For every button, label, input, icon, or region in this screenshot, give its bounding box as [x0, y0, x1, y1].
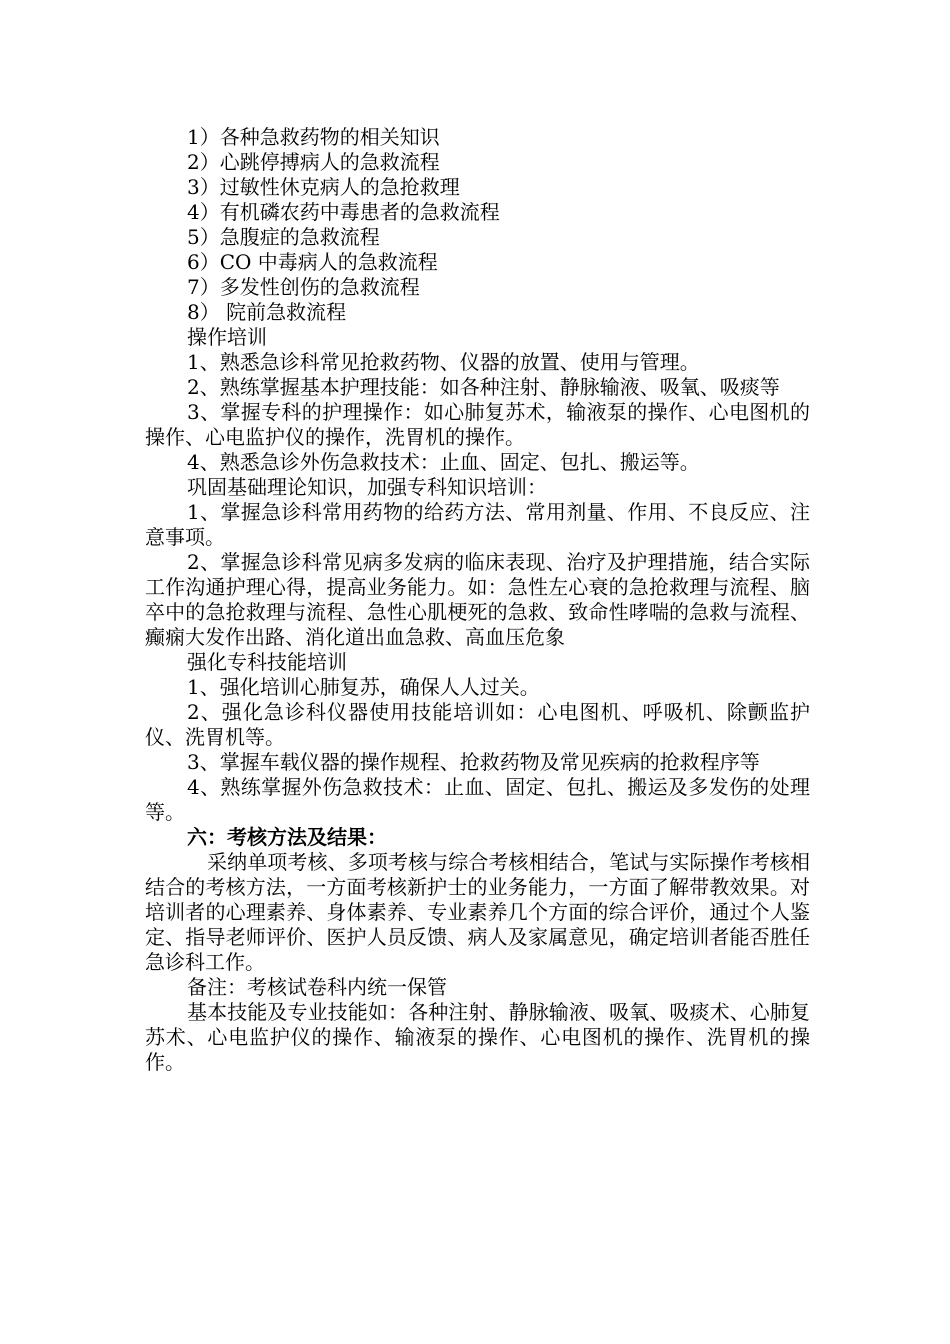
paragraph-18: 1、强化培训心肺复苏，确保人人过关。 — [187, 675, 540, 699]
paragraph-19: 2、强化急诊科仪器使用技能培训如：心电图机、呼吸机、除颤监护仪、洗胃机等。 — [145, 700, 810, 749]
paragraph-10: 1、熟悉急诊科常见抢救药物、仪器的放置、使用与管理。 — [187, 350, 700, 374]
document-body — [145, 125, 810, 1075]
paragraph-4: 4）有机磷农药中毒患者的急救流程 — [187, 200, 500, 224]
section-heading-assessment: 六：考核方法及结果： — [187, 825, 387, 849]
paragraph-assessment-body: 采纳单项考核、多项考核与综合考核相结合，笔试与实际操作考核相结合的考核方法，一方面考核新护士的业务能力，一方面了解带教效果。对培训者的心理素养、身体素养、专业素养几个方面的综合评价，通过个人鉴定、指导老师评价、医护人员反馈、病人及家属意见，确定培训者能否胜任急诊科工作。 — [145, 850, 810, 974]
paragraph-20: 3、掌握车载仪器的操作规程、抢救药物及常见疾病的抢救程序等 — [187, 750, 760, 774]
section-heading-operation-training: 操作培训 — [187, 325, 267, 349]
paragraph-12: 3、掌握专科的护理操作：如心肺复苏术，输液泵的操作、心电图机的操作、心电监护仪的操作，洗胃机的操作。 — [145, 400, 810, 449]
paragraph-2: 2）心跳停搏病人的急救流程 — [187, 150, 440, 174]
paragraph-8: 8） 院前急救流程 — [187, 300, 347, 324]
paragraph-15: 1、掌握急诊科常用药物的给药方法、常用剂量、作用、不良反应、注意事项。 — [145, 500, 810, 549]
paragraph-6: 6）CO 中毒病人的急救流程 — [187, 250, 438, 274]
paragraph-11: 2、熟练掌握基本护理技能：如各种注射、静脉输液、吸氧、吸痰等 — [187, 375, 780, 399]
paragraph-7: 7）多发性创伤的急救流程 — [187, 275, 420, 299]
paragraph-13: 4、熟悉急诊外伤急救技术：止血、固定、包扎、搬运等。 — [187, 450, 700, 474]
section-heading-theory: 巩固基础理论知识，加强专科知识培训： — [187, 475, 547, 499]
paragraph-16: 2、掌握急诊科常见病多发病的临床表现、治疗及护理措施，结合实际工作沟通护理心得，提高业务能力。如：急性左心衰的急抢救理与流程、脑卒中的急抢救理与流程、急性心肌梗死的急救、致命性哮喘的急救与流程、癫痫大发作出路、消化道出血急救、高血压危象 — [145, 550, 810, 649]
paragraph-basic-skills: 基本技能及专业技能如：各种注射、静脉输液、吸氧、吸痰术、心肺复苏术、心电监护仪的操作、输液泵的操作、心电图机的操作、洗胃机的操作。 — [145, 1000, 810, 1074]
paragraph-21: 4、熟练掌握外伤急救技术：止血、固定、包扎、搬运及多发伤的处理等。 — [145, 775, 810, 824]
paragraph-remark: 备注：考核试卷科内统一保管 — [187, 975, 447, 999]
paragraph-1: 1）各种急救药物的相关知识 — [187, 125, 440, 149]
paragraph-3: 3）过敏性休克病人的急抢救理 — [187, 175, 460, 199]
section-heading-skills: 强化专科技能培训 — [187, 650, 347, 674]
paragraph-5: 5）急腹症的急救流程 — [187, 225, 380, 249]
